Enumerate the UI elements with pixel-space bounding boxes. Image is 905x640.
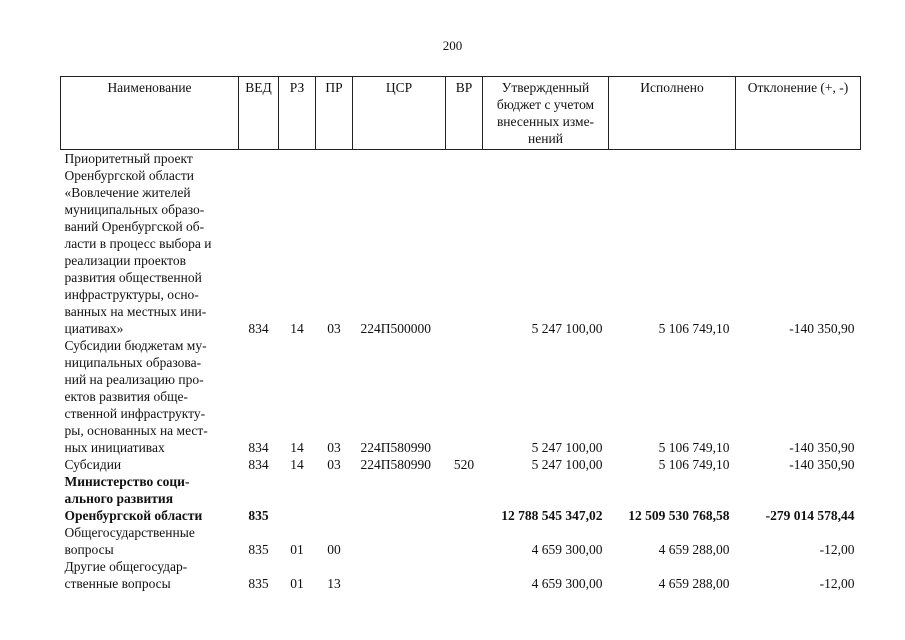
row-ved: 834 bbox=[248, 321, 269, 336]
row-name bbox=[61, 558, 239, 592]
row-name bbox=[61, 524, 239, 558]
row-name-line: вопросы bbox=[64, 542, 114, 557]
row-name bbox=[61, 150, 239, 338]
row-approved: 5 247 100,00 bbox=[531, 440, 603, 455]
row-name-line: Оренбургской области bbox=[64, 168, 194, 183]
row-csr bbox=[353, 558, 446, 592]
row-pr: 00 bbox=[327, 542, 341, 557]
table-row bbox=[61, 473, 861, 524]
row-pr: 03 bbox=[327, 440, 341, 455]
row-approved: 5 247 100,00 bbox=[531, 321, 603, 336]
row-name-line: Оренбургской области bbox=[64, 508, 203, 523]
row-ved: 835 bbox=[248, 508, 269, 523]
row-name-line: ры, основанных на мест- bbox=[64, 423, 208, 438]
row-name-line: ектов развития обще- bbox=[64, 389, 188, 404]
table-header bbox=[61, 77, 861, 150]
table-row bbox=[61, 337, 861, 456]
row-name-line: ального развития bbox=[64, 491, 173, 506]
row-csr: 224П580990 bbox=[360, 457, 431, 472]
row-rz: 01 bbox=[290, 542, 304, 557]
row-vr bbox=[446, 524, 483, 558]
row-pr: 03 bbox=[327, 457, 341, 472]
header-vr: ВР bbox=[446, 77, 483, 150]
row-name-line: инфраструктуры, осно- bbox=[64, 287, 199, 302]
row-name-line: Общегосударственные bbox=[64, 525, 195, 540]
row-csr bbox=[353, 524, 446, 558]
row-ved: 834 bbox=[248, 457, 269, 472]
table-row bbox=[61, 558, 861, 592]
row-vr: 520 bbox=[453, 457, 475, 472]
row-csr: 224П500000 bbox=[360, 321, 431, 336]
row-name-line: ний на реализацию про- bbox=[64, 372, 204, 387]
row-name-line: Приоритетный проект bbox=[64, 151, 193, 166]
row-name-line: «Вовлечение жителей bbox=[64, 185, 191, 200]
row-csr: 224П580990 bbox=[360, 440, 431, 455]
row-name bbox=[61, 456, 239, 473]
row-executed: 12 509 530 768,58 bbox=[628, 508, 730, 523]
row-ved: 835 bbox=[248, 576, 269, 591]
row-vr bbox=[446, 558, 483, 592]
header-rz: РЗ bbox=[279, 77, 316, 150]
row-name-line: Субсидии bbox=[64, 457, 122, 472]
row-vr bbox=[446, 473, 483, 524]
row-executed: 5 106 749,10 bbox=[658, 440, 730, 455]
row-pr: 13 bbox=[327, 576, 341, 591]
header-ved: ВЕД bbox=[239, 77, 279, 150]
row-rz: 14 bbox=[290, 321, 304, 336]
row-name-line: ваний Оренбургской об- bbox=[64, 219, 205, 234]
row-name-line: циативах» bbox=[64, 321, 124, 336]
row-name-line: муниципальных образо- bbox=[64, 202, 205, 217]
row-approved: 4 659 300,00 bbox=[531, 542, 603, 557]
row-name-line: ственной инфраструкту- bbox=[64, 406, 206, 421]
row-deviation: -140 350,90 bbox=[789, 457, 855, 472]
row-deviation: -12,00 bbox=[819, 576, 855, 591]
row-rz bbox=[279, 473, 316, 524]
row-vr bbox=[446, 150, 483, 338]
row-deviation: -12,00 bbox=[819, 542, 855, 557]
row-name-line: ственные вопросы bbox=[64, 576, 171, 591]
row-name-line: ласти в процесс выбора и bbox=[64, 236, 212, 251]
row-deviation: -140 350,90 bbox=[789, 321, 855, 336]
table-row bbox=[61, 456, 861, 473]
row-pr: 03 bbox=[327, 321, 341, 336]
row-name-line: ных инициативах bbox=[64, 440, 165, 455]
row-deviation: -140 350,90 bbox=[789, 440, 855, 455]
table-row bbox=[61, 524, 861, 558]
row-executed: 4 659 288,00 bbox=[658, 542, 730, 557]
budget-table bbox=[60, 76, 861, 592]
row-name-line: Другие общегосудар- bbox=[64, 559, 188, 574]
row-name-line: Субсидии бюджетам му- bbox=[64, 338, 207, 353]
row-name-line: ванных на местных ини- bbox=[64, 304, 207, 319]
row-csr bbox=[353, 473, 446, 524]
row-name-line: Министерство соци- bbox=[64, 474, 190, 489]
row-executed: 5 106 749,10 bbox=[658, 457, 730, 472]
row-executed: 5 106 749,10 bbox=[658, 321, 730, 336]
row-name-line: ниципальных образова- bbox=[64, 355, 202, 370]
row-deviation: -279 014 578,44 bbox=[765, 508, 855, 523]
row-approved: 5 247 100,00 bbox=[531, 457, 603, 472]
header-name: Наименование bbox=[61, 77, 239, 150]
header-pr: ПР bbox=[316, 77, 353, 150]
row-executed: 4 659 288,00 bbox=[658, 576, 730, 591]
row-pr bbox=[316, 473, 353, 524]
header-deviation: Отклонение (+, -) bbox=[736, 77, 861, 150]
row-name-line: развития общественной bbox=[64, 270, 202, 285]
row-name-line: реализации проектов bbox=[64, 253, 186, 268]
header-executed: Исполнено bbox=[609, 77, 736, 150]
row-name bbox=[61, 337, 239, 456]
row-ved: 834 bbox=[248, 440, 269, 455]
header-approved: Утвержденный бюджет с учетом внесенных изме-нений bbox=[483, 77, 609, 150]
row-name bbox=[61, 473, 239, 524]
header-csr: ЦСР bbox=[353, 77, 446, 150]
row-rz: 14 bbox=[290, 440, 304, 455]
row-rz: 01 bbox=[290, 576, 304, 591]
table-body bbox=[61, 150, 861, 593]
table-row bbox=[61, 150, 861, 338]
row-ved: 835 bbox=[248, 542, 269, 557]
row-approved: 12 788 545 347,02 bbox=[501, 508, 603, 523]
page-number: 200 bbox=[442, 38, 463, 53]
row-rz: 14 bbox=[290, 457, 304, 472]
row-approved: 4 659 300,00 bbox=[531, 576, 603, 591]
row-vr bbox=[446, 337, 483, 456]
